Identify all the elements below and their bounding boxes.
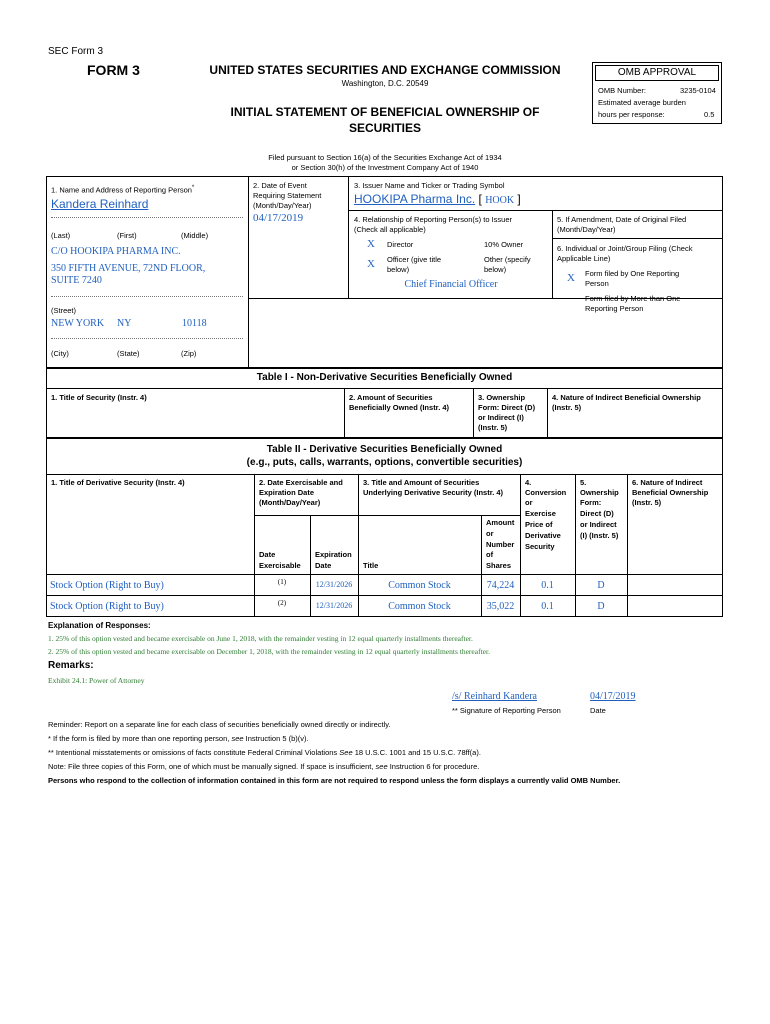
middle-label: (Middle) — [181, 231, 209, 240]
row-1-shares: 74,224 — [486, 580, 515, 591]
table-2-col-form-2: Ownership — [580, 488, 619, 497]
row-1-expiration: 12/31/2026 — [315, 580, 353, 589]
table-1-col-ownership-1: 3. Ownership — [478, 393, 526, 402]
omb-burden-label-1: Estimated average burden — [598, 98, 686, 107]
relationship-label-1: 4. Relationship of Reporting Person(s) to Issuer — [354, 215, 512, 224]
agency-location: Washington, D.C. 20549 — [341, 79, 429, 88]
issuer-name-row — [354, 192, 521, 206]
director-label: Director — [387, 240, 414, 249]
table-1-col-nature-1: 4. Nature of Indirect Beneficial Ownership — [552, 393, 701, 402]
event-date-label-3: (Month/Day/Year) — [253, 201, 312, 210]
table-2-col-form-3: Form: — [580, 498, 602, 507]
omb-number-label: OMB Number: — [598, 86, 646, 95]
city-value: NEW YORK — [51, 318, 105, 329]
street-label: (Street) — [51, 306, 77, 315]
row-2-shares: 35,022 — [486, 601, 515, 612]
table-2-col-nature-1: 6. Nature of Indirect — [632, 478, 703, 487]
sub-expiration-2: Date — [315, 561, 332, 570]
signature-date-label: Date — [590, 706, 606, 715]
omb-disclaimer: Persons who respond to the collection of information contained in this form are not required to respond unless the form displays a currently valid OMB Number. — [48, 776, 621, 785]
zip-label: (Zip) — [181, 349, 197, 358]
event-date-label-1: 2. Date of Event — [253, 181, 307, 190]
filing-label-1: 6. Individual or Joint/Group Filing (Check — [557, 244, 693, 253]
table-2-col-form-1: 5. — [580, 478, 587, 487]
sub-title: Title — [363, 561, 379, 570]
table-1-col-ownership-2: Form: Direct (D) — [478, 403, 536, 412]
director-checkmark[interactable]: X — [367, 238, 375, 250]
row-1-exercisable-footnote: (1) — [277, 578, 287, 586]
table-2-col-price-3: or — [525, 498, 533, 507]
table-1-col-title: 1. Title of Security (Instr. 4) — [51, 393, 147, 402]
statement-title-2: SECURITIES — [348, 121, 421, 135]
table-2-col-nature-2: Beneficial Ownership — [632, 488, 709, 497]
table-1-col-nature-2: (Instr. 5) — [552, 403, 582, 412]
sub-amount-1: Amount — [486, 518, 515, 527]
more-person-label-1: Form filed by More than One — [585, 294, 681, 303]
sub-amount-2: or — [486, 529, 494, 538]
table-2-col-form-6: (I) (Instr. 5) — [580, 531, 619, 540]
table-2-col-form-5: or Indirect — [580, 520, 617, 529]
one-person-label-2: Person — [585, 279, 609, 288]
issuer-name-link[interactable]: HOOKIPA Pharma Inc. — [354, 192, 476, 206]
sub-amount-3: Number — [486, 540, 515, 549]
table-1-col-ownership-4: (Instr. 5) — [478, 423, 508, 432]
sub-date-exercisable-1: Date — [259, 550, 276, 559]
sub-date-exercisable-2: Exercisable — [259, 561, 301, 570]
row-1-underlying: Common Stock — [388, 580, 451, 591]
zip-value: 10118 — [182, 318, 207, 329]
table-1-col-amount-2: Beneficially Owned (Instr. 4) — [349, 403, 450, 412]
row-2-expiration: 12/31/2026 — [315, 601, 353, 610]
signature-date-value: 04/17/2019 — [590, 691, 636, 702]
table-1-col-amount-1: 2. Amount of Securities — [349, 393, 433, 402]
table-2-col-underlying-2: Underlying Derivative Security (Instr. 4) — [363, 488, 504, 497]
first-label: (First) — [117, 231, 137, 240]
amendment-label-1: 5. If Amendment, Date of Original Filed — [557, 215, 687, 224]
signature-value: /s/ Reinhard Kandera — [452, 691, 537, 702]
sub-expiration-1: Expiration — [315, 550, 352, 559]
table-2-col-price-6: Derivative — [525, 531, 561, 540]
row-1-price: 0.1 — [541, 580, 554, 591]
city-label: (City) — [51, 349, 69, 358]
table-2-col-date-1: 2. Date Exercisable and — [259, 478, 343, 487]
table-2-col-price-5: Price of — [525, 520, 553, 529]
filed-pursuant-2: or Section 30(h) of the Investment Company Act of 1940 — [291, 163, 479, 172]
footnote-double-star: ** Intentional misstatements or omissions of facts constitute Federal Criminal Violations See 18 U.S.C. 1001 and 15 U.S.C. 78ff(a). — [48, 748, 481, 757]
row-2-title: Stock Option (Right to Buy) — [50, 601, 164, 612]
other-label-1: Other (specify — [484, 255, 531, 264]
ten-percent-owner-label: 10% Owner — [484, 240, 524, 249]
issuer-label: 3. Issuer Name and Ticker or Trading Symbol — [354, 181, 505, 190]
table-2-col-underlying-1: 3. Title and Amount of Securities — [363, 478, 480, 487]
relationship-label-2: (Check all applicable) — [354, 225, 426, 234]
row-1-form: D — [597, 580, 605, 591]
form-title: FORM 3 — [87, 62, 140, 78]
table-2-title-2: (e.g., puts, calls, warrants, options, convertible securities) — [246, 457, 523, 468]
filed-pursuant-1: Filed pursuant to Section 16(a) of the Securities Exchange Act of 1934 — [268, 153, 502, 162]
footnote-note: Note: File three copies of this Form, one of which must be manually signed. If space is insufficient, see Instruction 6 for procedure. — [48, 762, 480, 771]
officer-title-value: Chief Financial Officer — [404, 279, 498, 290]
address-line-3: SUITE 7240 — [51, 275, 102, 286]
explanation-note-1: 1. 25% of this option vested and became exercisable on June 1, 2018, with the remainder vesting in 12 equal quarterly installments thereafter. — [48, 634, 473, 643]
table-2-col-date-3: (Month/Day/Year) — [259, 498, 321, 507]
ticker-bracket-close: ] — [517, 192, 521, 206]
row-2-underlying: Common Stock — [388, 601, 451, 612]
state-label: (State) — [117, 349, 140, 358]
signature-label: ** Signature of Reporting Person — [452, 706, 561, 715]
table-2-col-price-1: 4. — [525, 478, 532, 487]
agency-title: UNITED STATES SECURITIES AND EXCHANGE COMMISSION — [209, 63, 561, 77]
table-2-title-1: Table II - Derivative Securities Beneficially Owned — [266, 444, 503, 455]
event-date-value: 04/17/2019 — [253, 212, 304, 224]
table-2-col-price-4: Exercise — [525, 509, 556, 518]
reminder-text: Reminder: Report on a separate line for each class of securities beneficially owned directly or indirectly. — [48, 720, 391, 729]
table-2-col-form-4: Direct (D) — [580, 509, 614, 518]
one-person-label-1: Form filed by One Reporting — [585, 269, 680, 278]
table-2-col-price-2: Conversion — [525, 488, 567, 497]
statement-title-1: INITIAL STATEMENT OF BENEFICIAL OWNERSHIP OF — [230, 105, 540, 119]
remarks-text: Exhibit 24.1: Power of Attorney — [48, 676, 145, 685]
table-1-col-ownership-3: or Indirect (I) — [478, 413, 524, 422]
explanation-label: Explanation of Responses: — [48, 621, 151, 630]
row-2-exercisable-footnote: (2) — [277, 599, 287, 607]
ticker-bracket-open: [ — [478, 192, 482, 206]
table-1-title: Table I - Non-Derivative Securities Beneficially Owned — [256, 372, 513, 383]
table-2-col-nature-3: (Instr. 5) — [632, 498, 662, 507]
table-2-col-date-2: Expiration Date — [259, 488, 315, 497]
reporting-person-label: 1. Name and Address of Reporting Person* — [51, 185, 195, 195]
address-line-2: 350 FIFTH AVENUE, 72ND FLOOR, — [51, 263, 206, 274]
omb-number-value: 3235-0104 — [680, 86, 716, 95]
officer-label-2: below) — [387, 265, 410, 274]
officer-checkmark[interactable]: X — [367, 258, 375, 270]
amendment-label-2: (Month/Day/Year) — [557, 225, 616, 234]
sub-amount-4: of — [486, 550, 494, 559]
sub-amount-5: Shares — [486, 561, 512, 570]
explanation-note-2: 2. 25% of this option vested and became exercisable on December 1, 2018, with the remainder vesting in 12 equal quarterly installments thereafter. — [48, 647, 490, 656]
address-line-1: C/O HOOKIPA PHARMA INC. — [51, 246, 181, 257]
table-2-col-price-7: Security — [525, 542, 555, 551]
row-1-title: Stock Option (Right to Buy) — [50, 580, 164, 591]
filing-label-2: Applicable Line) — [557, 254, 611, 263]
table-2-col-title: 1. Title of Derivative Security (Instr. 4) — [51, 478, 185, 487]
state-value: NY — [117, 318, 132, 329]
issuer-ticker: HOOK — [485, 195, 515, 206]
more-person-label-2: Reporting Person — [585, 304, 644, 313]
omb-burden-label-2: hours per response: — [598, 110, 665, 119]
last-label: (Last) — [51, 231, 71, 240]
officer-label-1: Officer (give title — [387, 255, 442, 264]
sec-form-label: SEC Form 3 — [48, 46, 104, 57]
other-label-2: below) — [484, 265, 507, 274]
reporting-person-name-link[interactable]: Kandera Reinhard — [51, 197, 149, 211]
event-date-label-2: Requiring Statement — [253, 191, 322, 200]
footnote-star: * If the form is filed by more than one reporting person, see Instruction 5 (b)(v). — [48, 734, 309, 743]
row-2-form: D — [597, 601, 605, 612]
omb-burden-value: 0.5 — [704, 110, 715, 119]
remarks-label: Remarks: — [48, 660, 94, 671]
row-2-price: 0.1 — [541, 601, 554, 612]
one-person-checkmark[interactable]: X — [567, 272, 575, 284]
omb-approval-title: OMB APPROVAL — [595, 65, 719, 81]
